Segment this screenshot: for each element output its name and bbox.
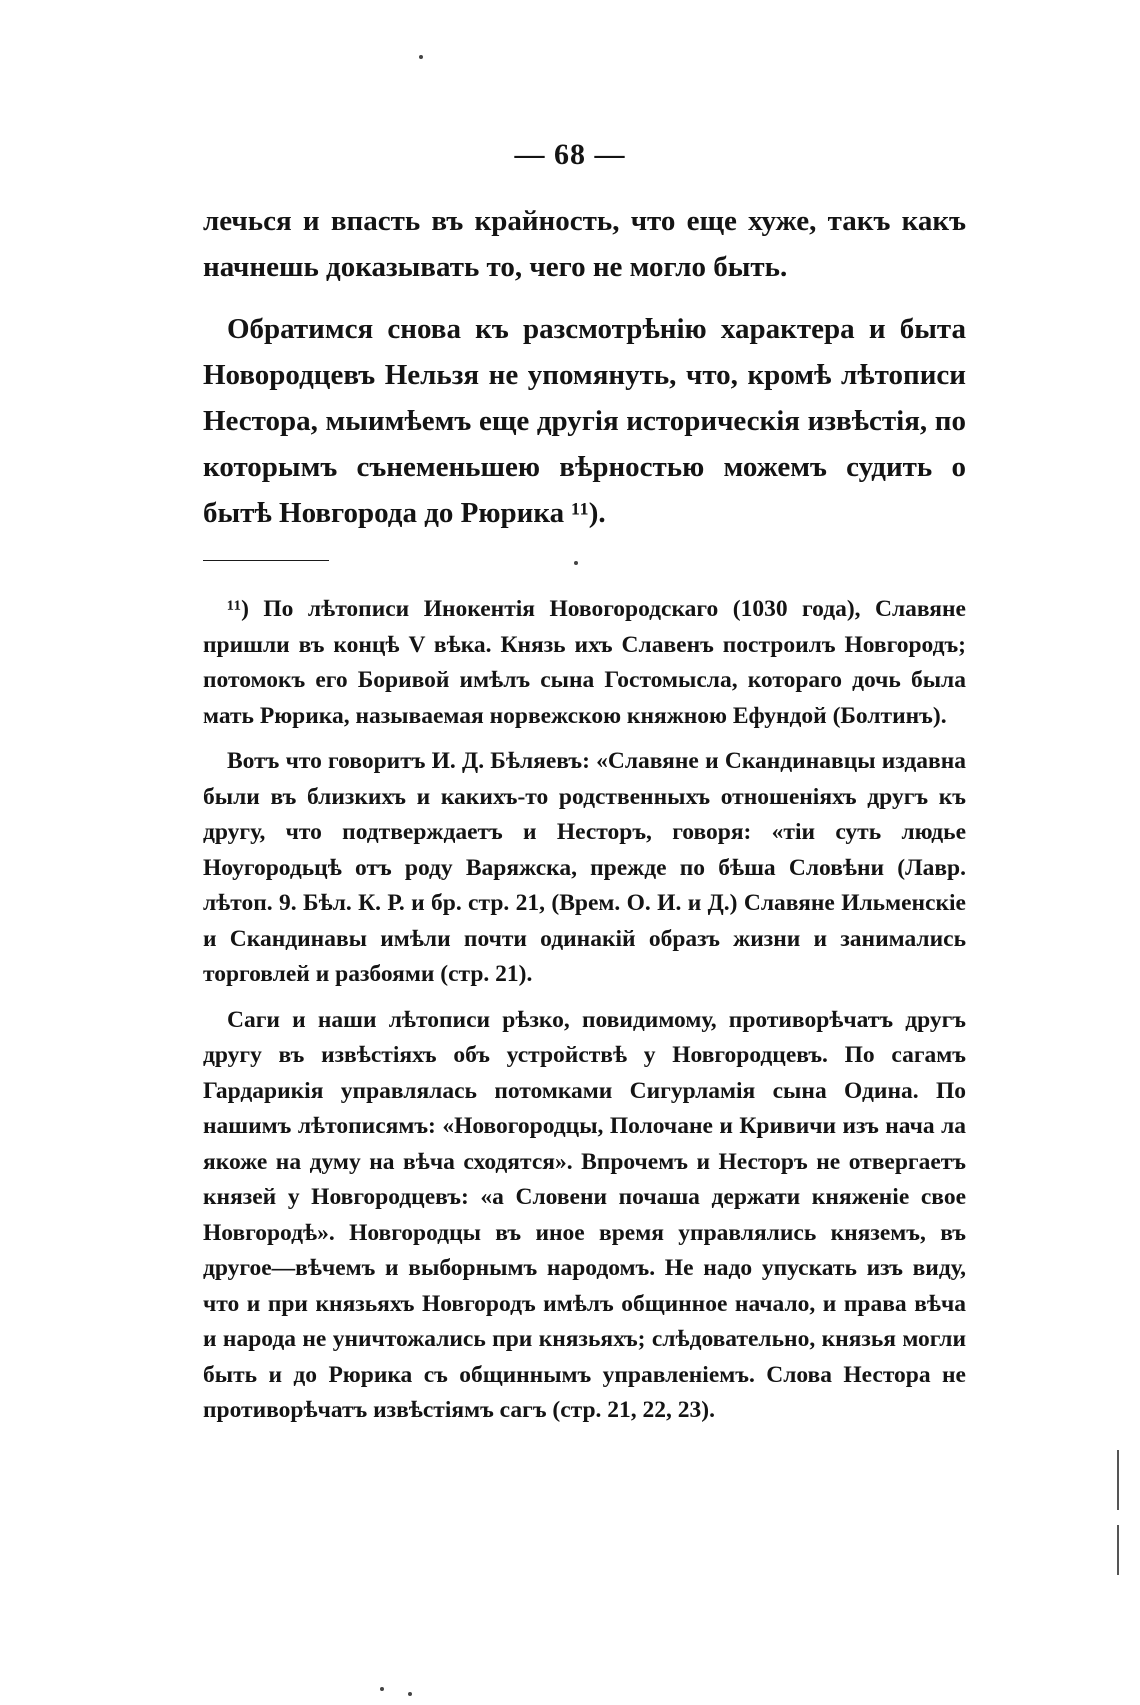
scan-edge-mark bbox=[1117, 1450, 1119, 1510]
scan-edge-mark bbox=[1117, 1525, 1119, 1575]
main-text bbox=[203, 198, 966, 536]
page-number: — 68 — bbox=[514, 138, 626, 171]
footnotes bbox=[203, 592, 966, 1439]
paper-speck bbox=[408, 1692, 412, 1696]
paper-speck bbox=[574, 561, 578, 565]
footnote-paragraph-1: ¹¹) По лѣтописи Инокентія Новогородскаго (1030 года), Славяне пришли въ концѣ V вѣка. Князь ихъ Славенъ построилъ Новгородъ; потомокъ его Боривой имѣлъ сына Гостомысла, котораго дочь была мать Рюрика, называемая норвежскою княжною Ефундой (Болтинъ). bbox=[203, 596, 966, 729]
main-paragraph-2: Обратимся снова къ разсмотрѣнію характера и быта Новородцевъ Нельзя не упомянуть, что, кромѣ лѣтописи Нестора, мыимѣемъ еще другія историческія извѣстія, по которымъ сънеменьшею вѣрностью можемъ судить о бытѣ Новгорода до Рюрика ¹¹). bbox=[203, 313, 966, 529]
footnote-divider bbox=[203, 560, 329, 561]
footnote-paragraph-3: Саги и наши лѣтописи рѣзко, повидимому, противорѣчатъ другъ другу въ извѣстіяхъ объ устройствѣ у Новгородцевъ. По сагамъ Гардарикія управлялась потомками Сигурламія сына Одина. По нашимъ лѣтописямъ: «Новогородцы, Полочане и Кривичи изъ нача ла якоже на думу на вѣча сходятся». Впрочемъ и Несторъ не отвергаетъ князей у Новгородцевъ: «а Словени почаша держати княженіе свое Новгородѣ». Новгородцы въ иное время управлялись княземъ, въ другое—вѣчемъ и выборнымъ народомъ. Не надо упускать изъ виду, что и при князьяхъ Новгородъ имѣлъ общинное начало, и права вѣча и народа не уничтожались при князьяхъ; слѣдовательно, князья могли быть и до Рюрика съ общиннымъ управленіемъ. Слова Нестора не противорѣчатъ извѣстіямъ сагъ (стр. 21, 22, 23). bbox=[203, 1006, 966, 1423]
paper-speck bbox=[380, 1687, 384, 1691]
main-paragraph-1: лечься и впасть въ крайность, что еще хуже, такъ какъ начнешь доказывать то, чего не могло быть. bbox=[203, 205, 966, 283]
footnote-paragraph-2: Вотъ что говоритъ И. Д. Бѣляевъ: «Славяне и Скандинавцы издавна были въ близкихъ и какихъ-то родственныхъ отношеніяхъ другъ къ другу, что подтверждаетъ и Несторъ, говоря: «тіи суть людье Ноугородьцѣ отъ роду Варяжска, прежде по бѣша Словѣни (Лавр. лѣтоп. 9. Бѣл. К. Р. и бр. стр. 21, (Врем. О. И. и Д.) Славяне Ильменскіе и Скандинавы имѣли почти одинакій образъ жизни и занимались торговлей и разбоями (стр. 21). bbox=[203, 748, 966, 987]
paper-speck bbox=[419, 55, 423, 59]
